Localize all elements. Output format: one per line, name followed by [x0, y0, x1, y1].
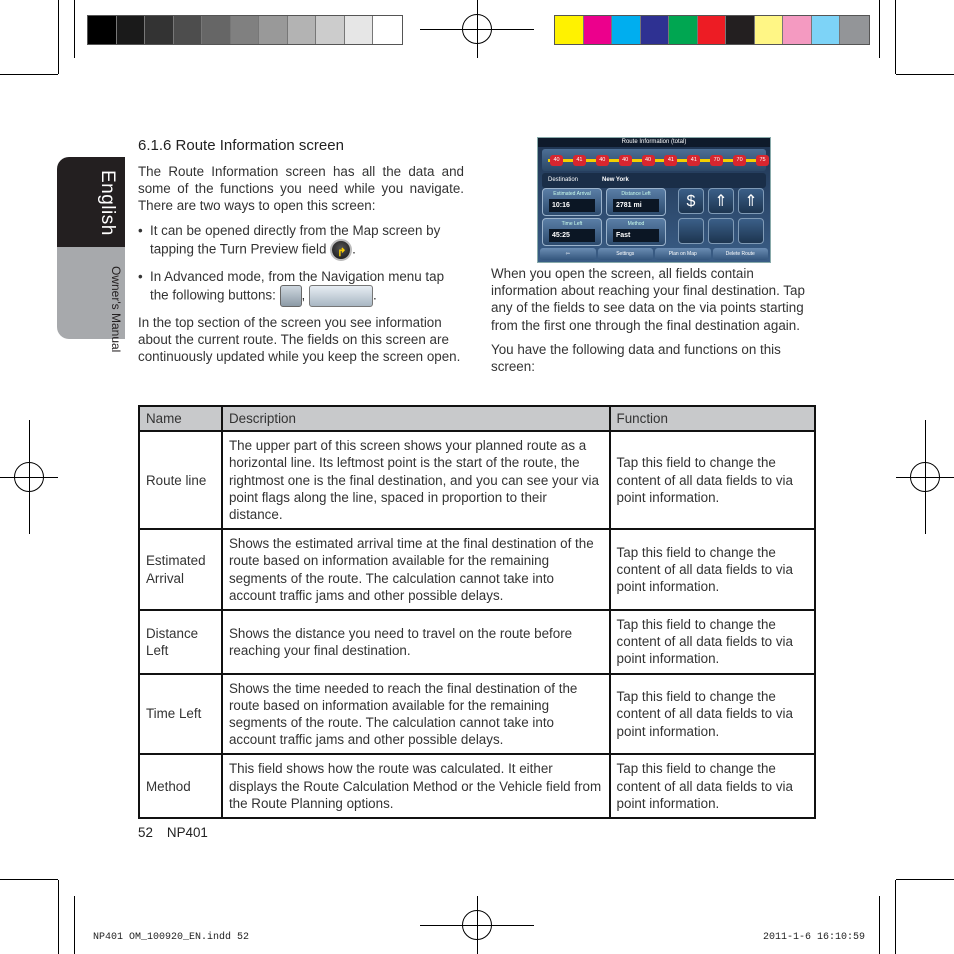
registration-line [477, 896, 478, 954]
cell-description: Shows the distance you need to travel on the route before reaching your final destination. [222, 610, 610, 674]
crop-mark [895, 880, 896, 954]
via-point-flag: 75 [756, 155, 769, 166]
page-number: 52 [138, 825, 153, 840]
destination-row [542, 173, 766, 188]
via-point-flag: 70 [733, 155, 746, 166]
bullet-text: It can be opened directly from the Map screen by tapping the Turn Preview field [150, 222, 441, 257]
cell-function: Tap this field to change the content of all data fields to via point information. [610, 674, 815, 755]
back-button: ⇦ [540, 248, 596, 260]
color-swatch [88, 16, 117, 44]
via-point-flag: 40 [642, 155, 655, 166]
field-value: Fast [613, 229, 659, 242]
destination-value: New York [602, 177, 629, 183]
table-row [139, 610, 815, 674]
crop-mark [879, 896, 880, 954]
color-swatch [174, 16, 203, 44]
color-swatch [288, 16, 317, 44]
time-left-field [542, 218, 602, 246]
route-info-screenshot [537, 137, 771, 263]
crop-mark [58, 0, 59, 74]
color-swatch [316, 16, 345, 44]
cell-name: Time Left [139, 674, 222, 755]
intro-paragraph: The Route Information screen has all the data and some of the functions you need while you navigate. There are two ways to open this screen: [138, 164, 464, 214]
permit-road-icon [738, 218, 764, 244]
section-label: Owner's Manual [109, 266, 123, 353]
destination-label: Destination [548, 177, 579, 183]
table-row [139, 431, 815, 529]
via-point-flag: 70 [710, 155, 723, 166]
functions-paragraph: You have the following data and functions on this screen: [491, 341, 781, 375]
color-swatch [145, 16, 174, 44]
unpaved-road-icon [708, 218, 734, 244]
distance-left-field [606, 188, 666, 216]
plan-on-map-button: Plan on Map [655, 248, 711, 260]
screenshot-button-bar [538, 246, 770, 262]
model-name: NP401 [166, 825, 208, 840]
toll-highway-icon: ⇑ [738, 188, 764, 214]
delete-route-button: Delete Route [713, 248, 769, 260]
cell-function: Tap this field to change the content of all data fields to via point information. [610, 754, 815, 818]
color-swatch [726, 16, 755, 44]
color-swatch [231, 16, 260, 44]
table-row [139, 754, 815, 818]
table-header-row [139, 406, 815, 431]
color-swatch [612, 16, 641, 44]
table-row [139, 674, 815, 755]
via-point-flag: 41 [664, 155, 677, 166]
registration-line [925, 420, 926, 534]
fields-paragraph: When you open the screen, all fields contain information about reaching your final destination. Tap any of the fields to see data on the via points starting from the first one through the final destination again. [491, 266, 805, 333]
registration-line [477, 0, 478, 58]
bullet-map-screen [138, 222, 464, 261]
gray-color-bar [87, 15, 403, 45]
punctuation: . [352, 241, 356, 257]
left-column [138, 163, 464, 373]
crop-mark [896, 74, 954, 75]
process-color-bar [554, 15, 870, 45]
table-row [139, 529, 815, 610]
cell-name: Estimated Arrival [139, 529, 222, 610]
field-value: 10:16 [549, 199, 595, 212]
field-value: 45:25 [549, 229, 595, 242]
route-line [542, 149, 766, 171]
color-swatch [812, 16, 841, 44]
color-swatch [698, 16, 727, 44]
color-swatch [259, 16, 288, 44]
cell-description: This field shows how the route was calculated. It either displays the Route Calculation Method or the Vehicle field from the Route Planning options. [222, 754, 610, 818]
highway-icon: ⇑ [708, 188, 734, 214]
route-info-table [138, 405, 816, 819]
color-swatch [345, 16, 374, 44]
color-swatch [555, 16, 584, 44]
page-footer [138, 825, 222, 840]
color-swatch [755, 16, 784, 44]
punctuation: . [373, 287, 377, 303]
slug-file: NP401 OM_100920_EN.indd 52 [93, 932, 250, 943]
cell-description: Shows the time needed to reach the final destination of the route based on information available for the remaining segments of the route. The calculation cannot take into account traffic jams and other possible delays. [222, 674, 610, 755]
turn-preview-icon: ↱ [330, 239, 352, 261]
color-swatch [117, 16, 146, 44]
field-label: Method [627, 221, 645, 227]
cell-name: Method [139, 754, 222, 818]
color-swatch [202, 16, 231, 44]
language-label: English [97, 170, 118, 236]
crop-mark [0, 74, 58, 75]
ferry-icon [678, 218, 704, 244]
field-label: Time Left [561, 221, 583, 227]
section-heading: 6.1.6 Route Information screen [138, 137, 344, 154]
toll-road-icon: $ [678, 188, 704, 214]
right-column [491, 265, 811, 382]
via-point-flag: 40 [596, 155, 609, 166]
header-function: Function [610, 406, 815, 431]
cell-function: Tap this field to change the content of all data fields to via point information. [610, 431, 815, 529]
cell-function: Tap this field to change the content of all data fields to via point information. [610, 529, 815, 610]
field-value: 2781 mi [613, 199, 659, 212]
crop-mark [58, 880, 59, 954]
via-point-flag: 41 [573, 155, 586, 166]
crop-mark [74, 896, 75, 954]
color-swatch [373, 16, 402, 44]
bullet-text: In Advanced mode, from the Navigation menu tap the following buttons: [150, 268, 445, 303]
screenshot-title: Route Information (total) [538, 138, 770, 147]
color-swatch [641, 16, 670, 44]
cell-description: Shows the estimated arrival time at the final destination of the route based on information available for the remaining segments of the route. The calculation cannot take into account traffic jams and other possible delays. [222, 529, 610, 610]
top-section-paragraph: In the top section of the screen you see information about the current route. The fields on this screen are continuously updated while you keep the screen open. [138, 315, 461, 365]
cell-name: Distance Left [139, 610, 222, 674]
field-label: Estimated Arrival [553, 191, 591, 197]
crop-mark [879, 0, 880, 58]
route-button-icon [280, 285, 302, 307]
color-swatch [584, 16, 613, 44]
color-swatch [783, 16, 812, 44]
registration-line [29, 420, 30, 534]
crop-mark [896, 879, 954, 880]
via-point-flag: 40 [550, 155, 563, 166]
route-info-button-icon [309, 285, 373, 307]
crop-mark [0, 879, 58, 880]
header-description: Description [222, 406, 610, 431]
punctuation: , [301, 287, 306, 303]
method-field [606, 218, 666, 246]
color-swatch [669, 16, 698, 44]
color-swatch [840, 16, 869, 44]
field-label: Distance Left [621, 191, 651, 197]
cell-function: Tap this field to change the content of all data fields to via point information. [610, 610, 815, 674]
bullet-advanced-mode [138, 268, 464, 307]
settings-button: Settings [598, 248, 654, 260]
via-point-flag: 41 [687, 155, 700, 166]
header-name: Name [139, 406, 222, 431]
slug-date: 2011-1-6 16:10:59 [763, 932, 866, 943]
estimated-arrival-field [542, 188, 602, 216]
via-point-flag: 40 [619, 155, 632, 166]
cell-description: The upper part of this screen shows your planned route as a horizontal line. Its leftmost point is the start of the route, the rightmost one is the final destination, and you can see your via point flags along the line, spaced in proportion to their distance. [222, 431, 610, 529]
cell-name: Route line [139, 431, 222, 529]
crop-mark [74, 0, 75, 58]
crop-mark [895, 0, 896, 74]
